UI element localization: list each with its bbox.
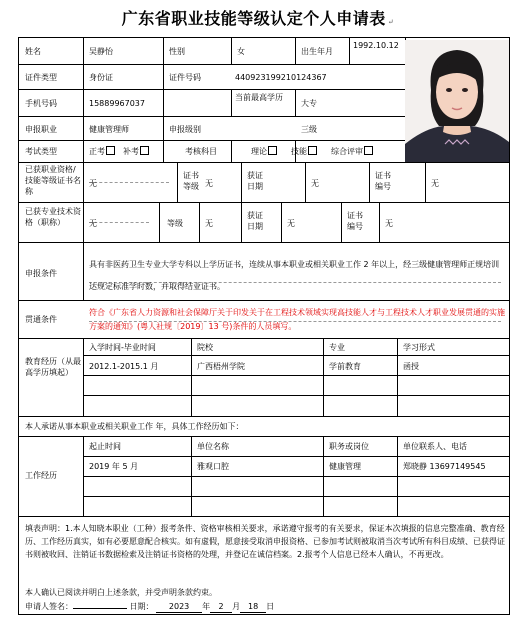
id-type-value: 身份证 [89, 73, 113, 82]
declaration-text: 填表声明：1.本人知晓本职业（工种）报考条件、资格审核相关要求，承诺遵守报考的有关要求，保证本次填报的信息完整准确、教育经历、工作经历真实，如有必要愿意配合核实。如有虚假，愿意接受取消申报资格、已参加考试则被取消当次考试所有科目成绩、已获得证书则被收回、注销证书数据检索及注销证书资格的处理，并登记在诚信档案。2.报考个人信息已经本人确认，不再更改。 [25, 524, 505, 559]
normal-checkbox[interactable] [106, 146, 115, 155]
id-type-label: 证件类型 [25, 73, 57, 82]
signature-field[interactable] [73, 608, 127, 609]
sign-day[interactable]: 18 [240, 601, 266, 613]
theory-option[interactable]: 理论 [251, 146, 278, 157]
form-title: 广东省职业技能等级认定个人申请表 ↵ [121, 9, 395, 28]
conditions-text: 具有非医药卫生专业大学专科以上学历证书，连续从事本职业或相关职业工作 2 年以上，经三级健康管理师正规培训达规定标准学时数，并取得结业证书。 [89, 260, 500, 291]
cert1-date: 无 [311, 179, 319, 188]
birth-label: 出生年月 [301, 47, 333, 56]
cert2-name: 无 [89, 219, 97, 228]
cert1-no: 无 [431, 179, 439, 188]
level-label: 申报级别 [169, 125, 201, 134]
cert2-date-label: 获证日期 [247, 211, 263, 231]
cert1-level: 无 [205, 179, 213, 188]
cert2-no: 无 [385, 219, 393, 228]
paragraph-mark: ↵ [387, 18, 395, 26]
edu-cell: 广西梧州学院 [197, 362, 245, 371]
education-value: 大专 [301, 99, 317, 108]
name-value: 吴静怡 [89, 47, 113, 56]
cert1-date-label: 获证日期 [247, 171, 263, 191]
work-header-contact: 单位联系人、电话 [403, 442, 467, 451]
sign-year[interactable]: 2023 [156, 601, 202, 613]
review-option[interactable]: 综合评审 [331, 146, 374, 157]
exam-normal-option[interactable]: 正考 [89, 146, 116, 157]
work-history-label: 工作经历 [25, 471, 57, 480]
signature-line: 申请人签名： 日期： 2023 年 2 月 18 日 [25, 602, 275, 611]
cert2-level-label: 等级 [167, 219, 183, 228]
occupation-value: 健康管理师 [89, 125, 129, 134]
id-number-label: 证件号码 [169, 73, 201, 82]
work-cell: 郑晓静 13697149545 [403, 462, 486, 471]
edu-header-school: 院校 [197, 343, 213, 352]
edu-header-time: 入学时间-毕业时间 [89, 343, 156, 352]
level-value: 三级 [301, 125, 317, 134]
sign-month[interactable]: 2 [210, 601, 232, 613]
theory-checkbox[interactable] [268, 146, 277, 155]
gender-value: 女 [237, 47, 245, 56]
work-header-employer: 单位名称 [197, 442, 229, 451]
occupation-label: 申报职业 [25, 125, 57, 134]
cert2-label: 已获专业技术资格（职称） [25, 207, 81, 227]
gender-label: 性别 [169, 47, 185, 56]
id-number-value: 440923199210124367 [235, 73, 327, 82]
cert1-level-label: 证书等级 [183, 171, 199, 191]
skill-checkbox[interactable] [308, 146, 317, 155]
work-cell: 健康管理 [329, 462, 361, 471]
cert1-no-label: 证书编号 [375, 171, 391, 191]
edu-header-major: 专业 [329, 343, 345, 352]
work-header-period: 起止时间 [89, 442, 121, 451]
work-commitment: 本人承诺从事本职业或相关职业工作 年，具体工作经历如下： [25, 422, 244, 431]
exam-type-label: 考试类型 [25, 147, 57, 156]
work-cell: 2019 年 5 月 [89, 462, 139, 471]
subject-label: 考核科目 [185, 147, 217, 156]
skill-option[interactable]: 技能 [291, 146, 318, 157]
edu-cell: 学前教育 [329, 362, 361, 371]
applicant-photo [405, 40, 509, 162]
conditions-label: 申报条件 [25, 269, 57, 278]
edu-header-form: 学习形式 [403, 343, 435, 352]
policy-label: 贯通条件 [25, 315, 57, 324]
retake-checkbox[interactable] [140, 146, 149, 155]
cert1-name: 无 [89, 179, 97, 188]
education-label: 当前最高学历 [235, 93, 283, 102]
work-header-position: 职务或岗位 [329, 442, 369, 451]
review-checkbox[interactable] [364, 146, 373, 155]
edu-cell: 函授 [403, 362, 419, 371]
cert2-date: 无 [287, 219, 295, 228]
confirm-text: 本人确认已阅读并明白上述条款，并受声明条款约束。 [25, 588, 217, 597]
work-cell: 雅观口腔 [197, 462, 229, 471]
name-label: 姓名 [25, 47, 41, 56]
date-label: 日期： [129, 602, 154, 611]
signature-label: 申请人签名： [25, 602, 73, 611]
birth-value: 1992.10.12 [353, 41, 399, 50]
cert2-no-label: 证书编号 [347, 211, 363, 231]
policy-text: 符合《广东省人力资源和社会保障厅关于印发关于在工程技术领域实现高技能人才与工程技术人才职业发展贯通的实施方案的通知》(粤人社规〔2019〕13 号)条件的人员填写。 [89, 308, 505, 331]
edu-cell: 2012.1-2015.1 月 [89, 362, 159, 371]
phone-label: 手机号码 [25, 99, 57, 108]
exam-retake-option[interactable]: 补考 [123, 146, 150, 157]
application-form [18, 37, 510, 615]
education-history-label: 教育经历（从最高学历填起） [25, 357, 81, 377]
cert1-label: 已获职业资格/技能等级证书名称 [25, 165, 81, 196]
cert2-level: 无 [205, 219, 213, 228]
phone-value: 15889967037 [89, 99, 145, 108]
